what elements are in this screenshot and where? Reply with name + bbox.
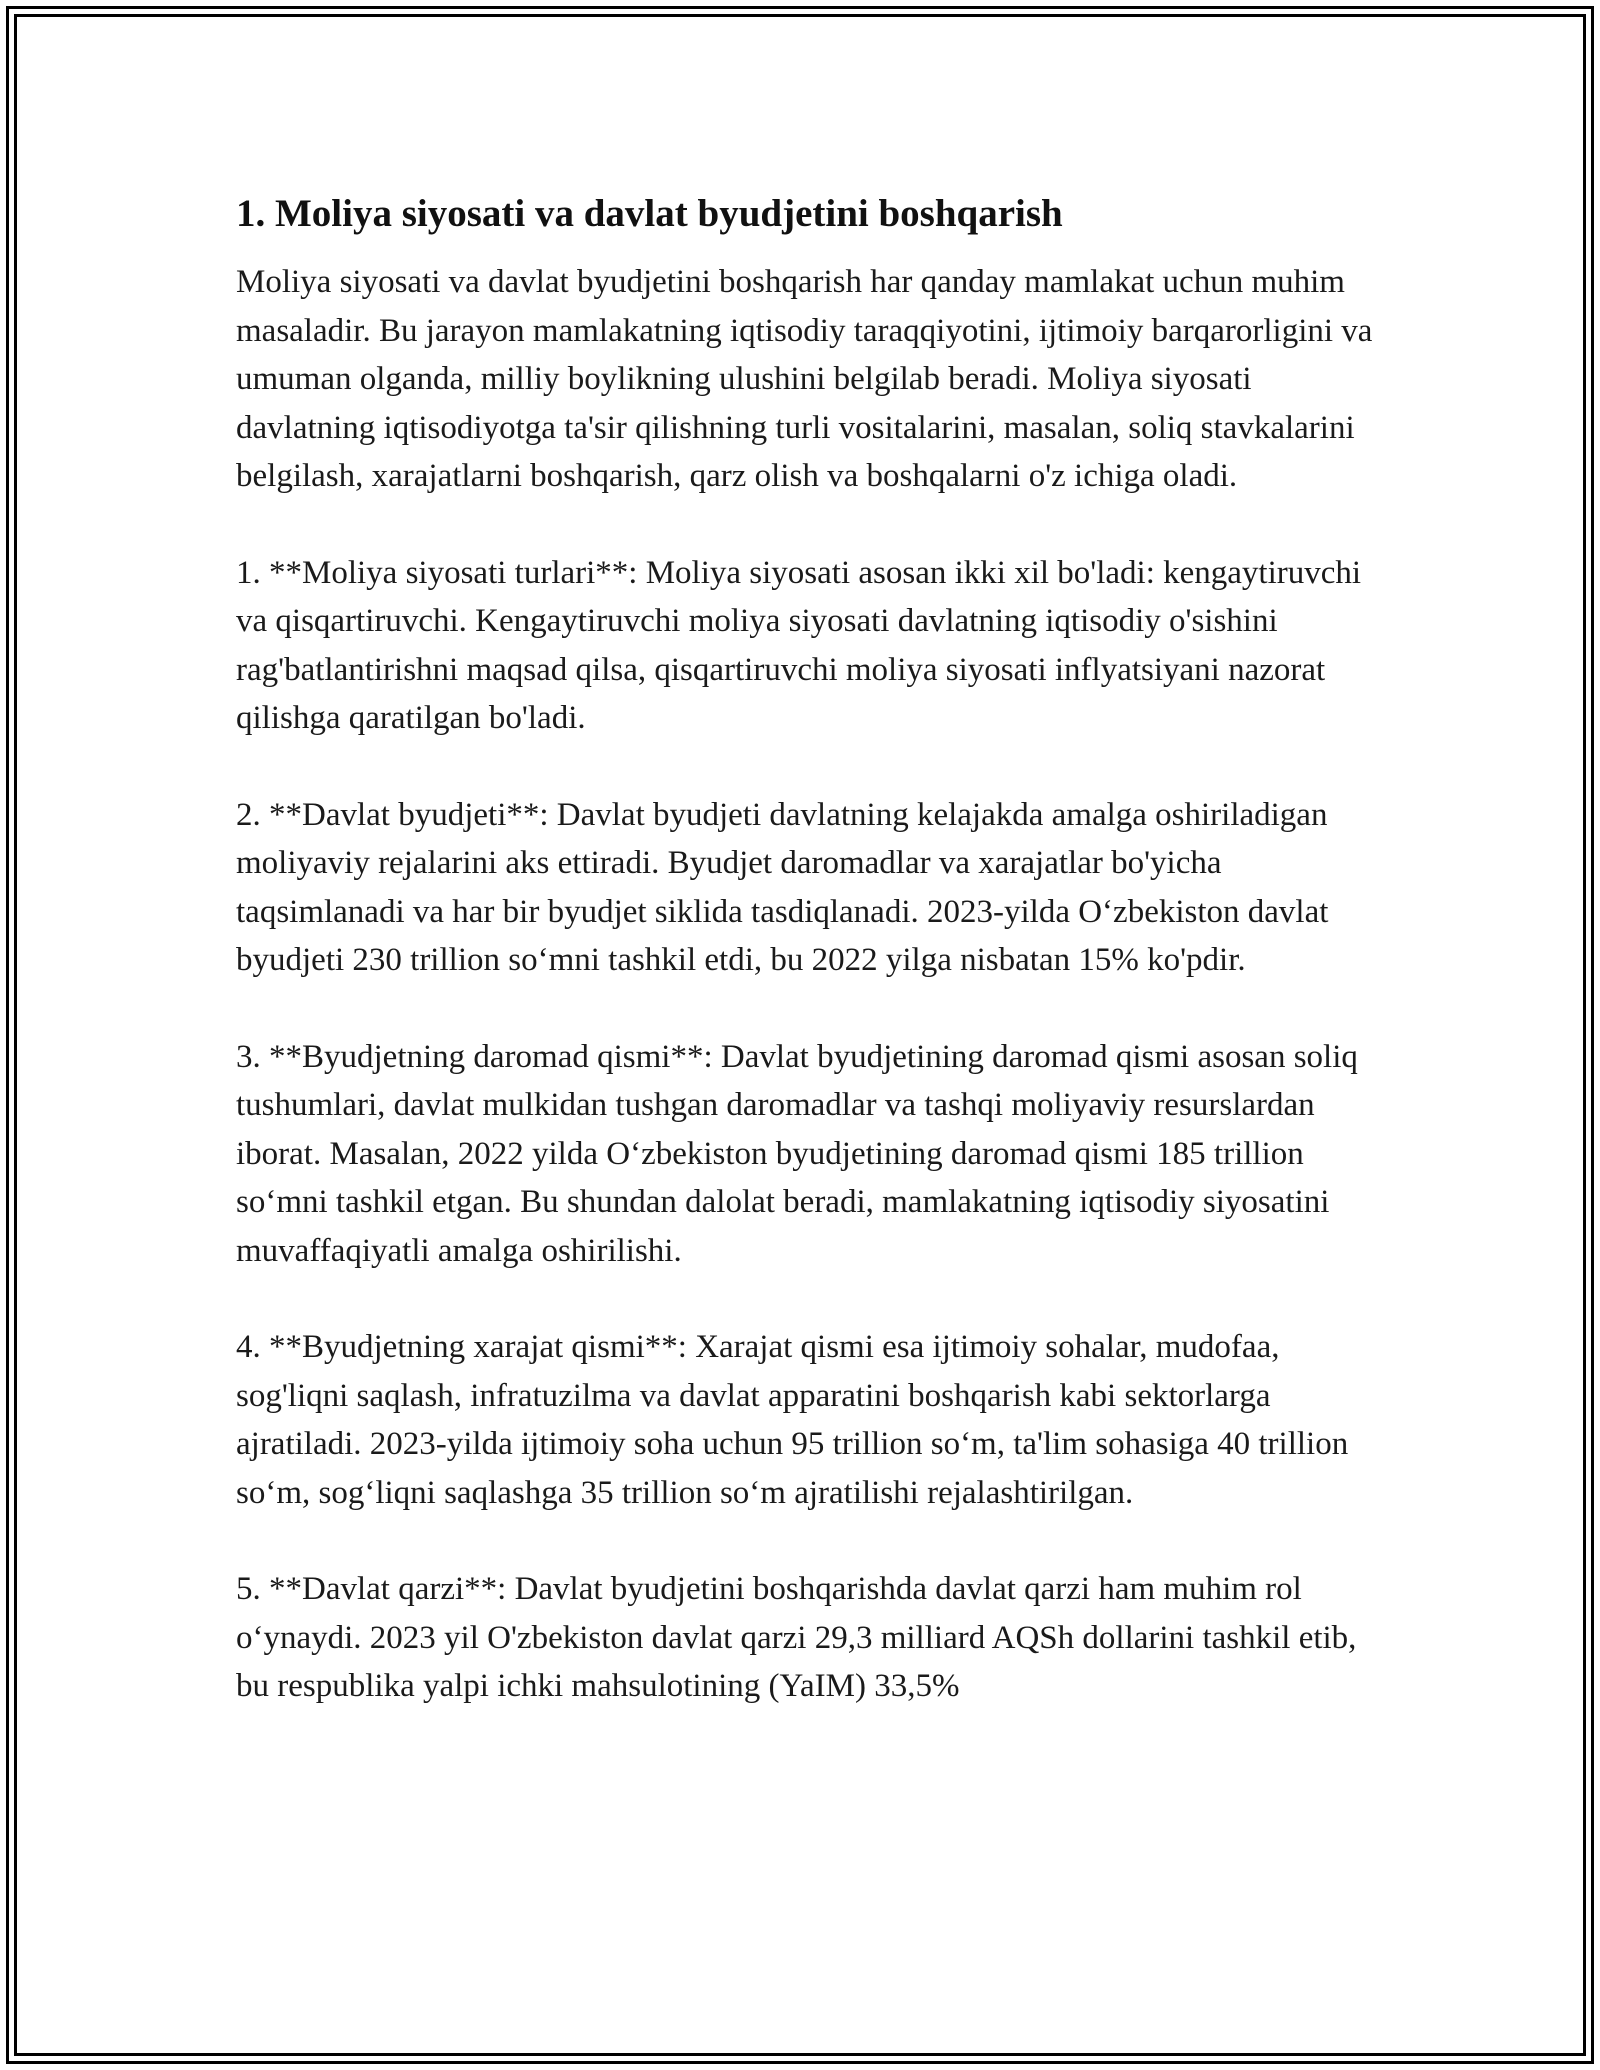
paragraph-state-budget: 2. **Davlat byudjeti**: Davlat byudjeti davlatning kelajakda amalga oshiriladigan moliyaviy rejalarini aks ettiradi. Byudjet daromadlar va xarajatlar bo'yicha taqsimlanadi va har bir byudjet siklida tasdiqlanadi. 2023-yilda O‘zbekiston davlat byudjeti 230 trillion so‘mni tashkil etdi, bu 2022 yilga nisbatan 15% ko'pdir. [236, 796, 1329, 978]
document-title: 1. Moliya siyosati va davlat byudjetini boshqarish [236, 192, 1063, 235]
paragraph-state-debt: 5. **Davlat qarzi**: Davlat byudjetini boshqarishda davlat qarzi ham muhim rol o‘ynaydi. 2023 yil O'zbekiston davlat qarzi 29,3 milliard AQSh dollarini tashkil etib, bu respublika yalpi ichki mahsulotining (YaIM) 33,5% [236, 1571, 1357, 1704]
paragraph-budget-revenue: 3. **Byudjetning daromad qismi**: Davlat byudjetining daromad qismi asosan soliq tushumlari, davlat mulkidan tushgan daromadlar va tashqi moliyaviy resurslardan iborat. Masalan, 2022 yilda O‘zbekiston byudjetining daromad qismi 185 trillion so‘mni tashkil etgan. Bu shundan dalolat beradi, mamlakatning iqtisodiy siyosatini muvaffaqiyatli amalga oshirilishi. [236, 1038, 1358, 1269]
paragraph-budget-expenditure: 4. **Byudjetning xarajat qismi**: Xarajat qismi esa ijtimoiy sohalar, mudofaa, sog'liqni saqlash, infratuzilma va davlat apparatini boshqarish kabi sektorlarga ajratiladi. 2023-yilda ijtimoiy soha uchun 95 trillion so‘m, ta'lim sohasiga 40 trillion so‘m, sog‘liqni saqlashga 35 trillion so‘m ajratilishi rejalashtirilgan. [236, 1329, 1349, 1511]
paragraph-policy-types: 1. **Moliya siyosati turlari**: Moliya siyosati asosan ikki xil bo'ladi: kengaytiruvchi va qisqartiruvchi. Kengaytiruvchi moliya siyosati davlatning iqtisodiy o'sishini rag'batlantirishni maqsad qilsa, qisqartiruvchi moliya siyosati inflyatsiyani nazorat qilishga qaratilgan bo'ladi. [236, 554, 1362, 736]
document-page [236, 186, 1386, 1759]
intro-paragraph: Moliya siyosati va davlat byudjetini boshqarish har qanday mamlakat uchun muhim masaladir. Bu jarayon mamlakatning iqtisodiy taraqqiyotini, ijtimoiy barqarorligini va umuman olganda, milliy boylikning ulushini belgilab beradi. Moliya siyosati davlatning iqtisodiyotga ta'sir qilishning turli vositalarini, masalan, soliq stavkalarini belgilash, xarajatlarni boshqarish, qarz olish va boshqalarni o'z ichiga oladi. [236, 264, 1373, 494]
